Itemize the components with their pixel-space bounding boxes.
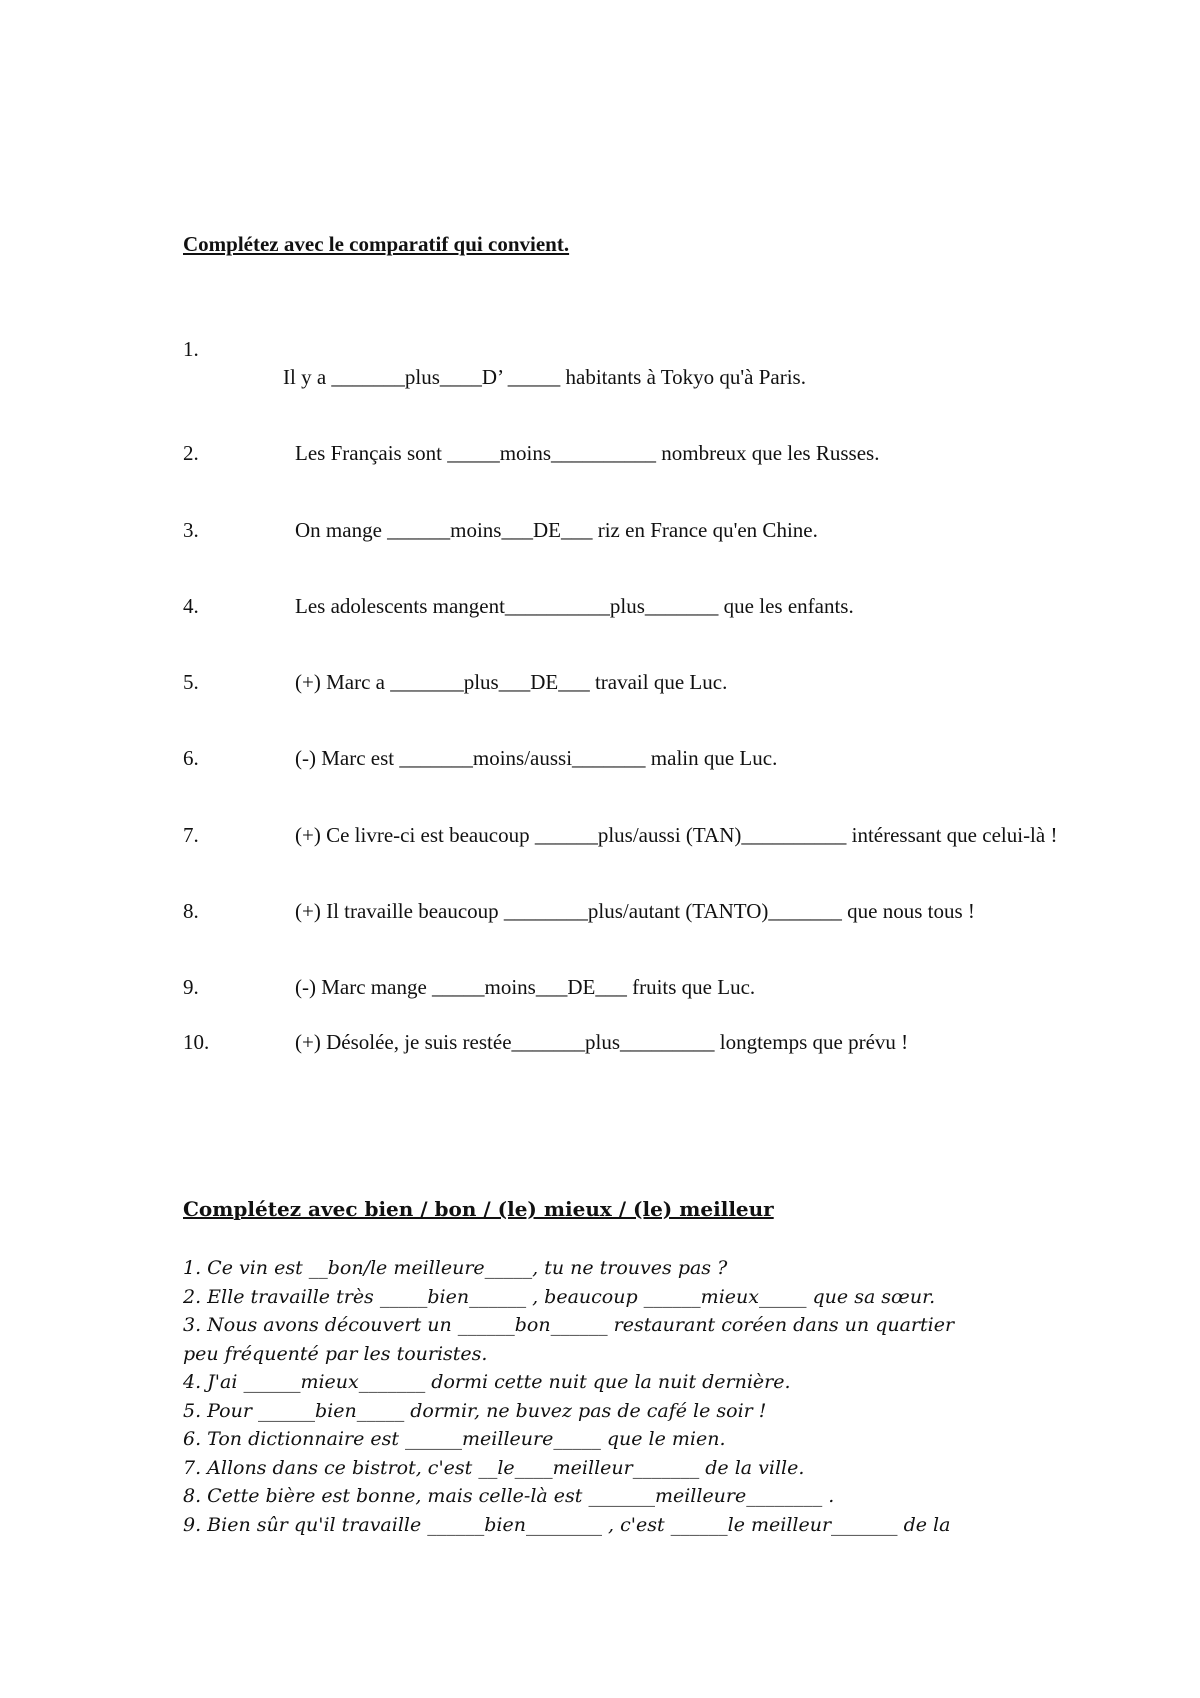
exercise2-line: 8. Cette bière est bonne, mais celle-là est _______meilleure________ .: [183, 1485, 835, 1507]
exercise2-line: 7. Allons dans ce bistrot, c'est __le____meilleur_______ de la ville.: [183, 1456, 805, 1479]
exercise2-line: 5. Pour ______bien_____ dormir, ne buvez pas de café le soir !: [183, 1399, 767, 1422]
exercise2-line: 6. Ton dictionnaire est ______meilleure_____ que le mien.: [183, 1428, 726, 1450]
item-sentence: Les Français sont _____moins__________ nombreux que les Russes.: [295, 441, 880, 465]
item-sentence: Il y a _______plus____D’ _____ habitants à Tokyo qu'à Paris.: [283, 365, 806, 389]
exercise2-line: 9. Bien sûr qu'il travaille ______bien________ , c'est ______le meilleur_______ de la: [183, 1513, 951, 1536]
item-number: 3.: [183, 518, 199, 542]
item-sentence: (+) Marc a _______plus___DE___ travail que Luc.: [295, 670, 728, 694]
item-number: 10.: [183, 1030, 210, 1054]
item-sentence: (+) Il travaille beaucoup ________plus/autant (TANTO)_______ que nous tous !: [295, 899, 975, 923]
item-number: 8.: [183, 899, 199, 923]
exercise2-line: peu fréquenté par les touristes.: [183, 1342, 488, 1365]
item-sentence: (-) Marc mange _____moins___DE___ fruits que Luc.: [295, 975, 756, 999]
exercise2-line: 3. Nous avons découvert un ______bon______ restaurant coréen dans un quartier: [183, 1314, 955, 1336]
exercise1-title: Complétez avec le comparatif qui convient.: [183, 232, 570, 256]
item-sentence: (+) Ce livre-ci est beaucoup ______plus/aussi (TAN)__________ intéressant que celui-là !: [295, 823, 1058, 847]
item-number: 2.: [183, 441, 199, 465]
exercise2-line: 2. Elle travaille très _____bien______ , beaucoup ______mieux_____ que sa sœur.: [183, 1285, 936, 1308]
item-sentence: (-) Marc est _______moins/aussi_______ malin que Luc.: [295, 746, 778, 770]
item-sentence: (+) Désolée, je suis restée_______plus_________ longtemps que prévu !: [295, 1030, 909, 1054]
item-number: 9.: [183, 975, 199, 999]
item-number: 6.: [183, 746, 199, 770]
exercise2-title: Complétez avec bien / bon / (le) mieux / (le) meilleur: [183, 1197, 774, 1221]
item-sentence: Les adolescents mangent__________plus_______ que les enfants.: [295, 594, 854, 618]
exercise2-line: 1. Ce vin est __bon/le meilleure_____, tu ne trouves pas ?: [183, 1257, 728, 1279]
item-number: 1.: [183, 337, 199, 361]
item-number: 5.: [183, 670, 199, 694]
item-number: 4.: [183, 594, 199, 618]
item-sentence: On mange ______moins___DE___ riz en France qu'en Chine.: [295, 518, 818, 542]
item-number: 7.: [183, 823, 199, 847]
exercise2-body: [183, 1254, 1083, 1539]
exercise2-line: 4. J'ai ______mieux_______ dormi cette nuit que la nuit dernière.: [183, 1371, 791, 1393]
